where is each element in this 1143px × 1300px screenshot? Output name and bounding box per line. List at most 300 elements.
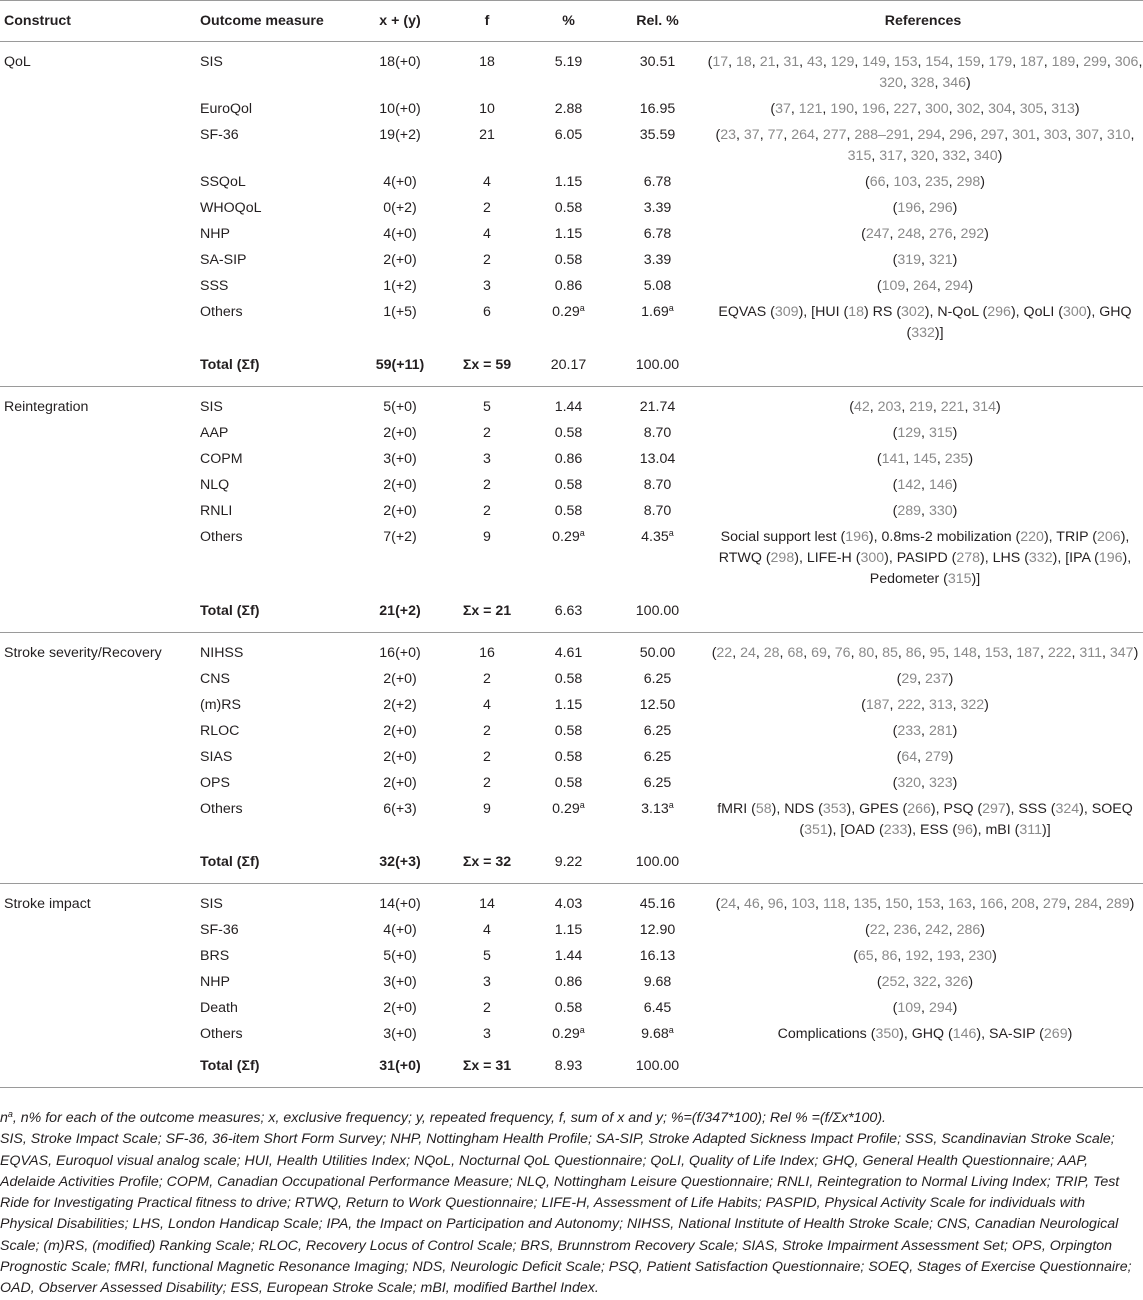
reference-text: , [928, 948, 937, 964]
reference-text: ) [952, 723, 958, 739]
percent-cell [525, 250, 612, 276]
f-cell: 2 [483, 775, 491, 791]
reference-text: , [1138, 54, 1143, 70]
reference-text: , [934, 75, 943, 91]
reference-text: , [921, 503, 929, 519]
reference-text: , [932, 399, 941, 415]
reference-number: 303 [1043, 127, 1068, 143]
percent-value: 0.29 [552, 801, 580, 817]
reference-number: 166 [979, 896, 1004, 912]
rel-percent-value: 9.68 [643, 974, 672, 990]
reference-text: , [751, 54, 760, 70]
reference-number: 153 [893, 54, 918, 70]
total-label: Total (Σf) [196, 1050, 351, 1088]
references-cell [703, 1024, 1143, 1050]
reference-number: 269 [1043, 1026, 1068, 1042]
reference-text: , [1043, 101, 1052, 117]
rel-percent-cell [612, 501, 703, 527]
reference-text: , [877, 896, 886, 912]
reference-text: ( [892, 477, 898, 493]
reference-number: 321 [928, 252, 953, 268]
footnote-marker: a [668, 800, 674, 810]
reference-number: 305 [1019, 101, 1044, 117]
measure-cell: NIHSS [200, 645, 244, 661]
rel-percent-cell [612, 920, 703, 946]
header-x-y: x + (y) [351, 1, 449, 42]
reference-number: 332 [911, 325, 935, 341]
total-construct-cell [0, 595, 196, 633]
reference-text: , [1012, 54, 1021, 70]
reference-text: , [885, 174, 894, 190]
percent-value: 0.86 [554, 451, 583, 467]
reference-number: 153 [984, 645, 1009, 661]
table-row [0, 475, 1143, 501]
reference-number: 233 [883, 822, 908, 838]
total-references-cell [703, 846, 1143, 884]
reference-text: , [909, 127, 918, 143]
reference-text: ) [952, 477, 958, 493]
total-row [0, 349, 1143, 387]
reference-text: , [1075, 54, 1084, 70]
references-cell [703, 449, 1143, 475]
rel-percent-cell [612, 475, 703, 501]
reference-number: 153 [916, 896, 941, 912]
total-f: Σx = 21 [449, 595, 525, 633]
percent-value: 0.29 [552, 529, 580, 545]
rel-percent-value: 9.68 [641, 1026, 669, 1042]
reference-number: 196 [861, 101, 886, 117]
reference-number: 346 [942, 75, 967, 91]
reference-text: , [917, 54, 926, 70]
f-cell: 2 [483, 671, 491, 687]
reference-number: 313 [928, 697, 953, 713]
percent-value: 0.58 [554, 200, 583, 216]
reference-number: 190 [830, 101, 854, 117]
reference-text: ) [968, 278, 974, 294]
reference-text: ) [1067, 1026, 1073, 1042]
reference-number: 313 [1051, 101, 1075, 117]
construct-cell [0, 998, 196, 1024]
reference-text: Complications ( [777, 1026, 876, 1042]
reference-text: ) [1133, 645, 1139, 661]
reference-text: ( [707, 54, 713, 70]
reference-number: 300 [925, 101, 949, 117]
reference-text: , [921, 723, 929, 739]
reference-number: 297 [982, 801, 1006, 817]
reference-number: 330 [928, 503, 953, 519]
rel-percent-cell [612, 449, 703, 475]
percent-cell [525, 1024, 612, 1050]
reference-number: 58 [755, 801, 772, 817]
total-percent: 20.17 [525, 349, 612, 387]
construct-cell [0, 747, 196, 773]
reference-text: , [964, 399, 973, 415]
rel-percent-cell [612, 42, 703, 100]
reference-number: 187 [1016, 645, 1040, 661]
reference-number: 24 [720, 896, 737, 912]
f-cell: 2 [483, 749, 491, 765]
reference-text: ( [892, 200, 898, 216]
rel-percent-value: 13.04 [639, 451, 676, 467]
references-cell [703, 475, 1143, 501]
table-row [0, 669, 1143, 695]
reference-number: 235 [944, 451, 969, 467]
measure-cell: NLQ [200, 477, 230, 493]
percent-value: 1.15 [554, 226, 583, 242]
reference-text: , [1098, 896, 1106, 912]
reference-text: , [873, 948, 882, 964]
total-row [0, 1050, 1143, 1088]
reference-text: , [885, 922, 894, 938]
reference-number: 317 [879, 148, 903, 164]
reference-number: 296 [987, 304, 1011, 320]
f-cell: 14 [479, 896, 495, 912]
references-cell [703, 669, 1143, 695]
rel-percent-cell [612, 276, 703, 302]
rel-percent-value: 6.25 [643, 723, 672, 739]
reference-number: 235 [925, 174, 949, 190]
f-cell: 2 [483, 1000, 491, 1016]
reference-number: 299 [1083, 54, 1107, 70]
reference-number: 296 [949, 127, 973, 143]
reference-number: 196 [845, 529, 869, 545]
reference-text: , [736, 896, 745, 912]
percent-value: 1.44 [554, 399, 583, 415]
rel-percent-cell [612, 302, 703, 349]
measure-cell: BRS [200, 948, 230, 964]
reference-number: 135 [853, 896, 878, 912]
reference-number: 187 [865, 697, 890, 713]
reference-text: , [1011, 101, 1020, 117]
header-rel-percent: Rel. % [612, 1, 703, 42]
reference-text: , [728, 54, 737, 70]
f-cell: 2 [483, 477, 491, 493]
reference-number: 289 [1105, 896, 1130, 912]
xy-cell: 4(+0) [383, 174, 417, 190]
rel-percent-value: 8.70 [643, 503, 672, 519]
reference-number: 163 [948, 896, 972, 912]
reference-text: , [948, 101, 957, 117]
total-label: Total (Σf) [196, 349, 351, 387]
reference-text: , [905, 451, 914, 467]
total-references-cell [703, 349, 1143, 387]
construct-cell [0, 475, 196, 501]
xy-cell: 4(+0) [383, 922, 417, 938]
reference-number: 21 [759, 54, 776, 70]
table-row [0, 998, 1143, 1024]
reference-number: 264 [791, 127, 815, 143]
construct-cell [0, 276, 196, 302]
table-row [0, 946, 1143, 972]
construct-cell [0, 302, 196, 349]
reference-text: ( [865, 922, 870, 938]
reference-number: 103 [893, 174, 918, 190]
reference-text: , [822, 101, 831, 117]
reference-text: ) [968, 974, 974, 990]
table-row [0, 423, 1143, 449]
f-cell: 4 [483, 922, 491, 938]
construct-cell: QoL [4, 54, 31, 70]
reference-number: 284 [1074, 896, 1099, 912]
table-row [0, 125, 1143, 172]
construct-cell: Stroke impact [4, 896, 91, 912]
reference-text: ) [984, 697, 989, 713]
reference-number: 141 [881, 451, 906, 467]
reference-text: ), ESS ( [907, 822, 958, 838]
reference-text: , [897, 645, 906, 661]
rel-percent-cell [612, 527, 703, 595]
reference-text: , [1066, 896, 1075, 912]
reference-number: 332 [1028, 550, 1053, 566]
table-row [0, 501, 1143, 527]
percent-cell [525, 920, 612, 946]
reference-number: 347 [1109, 645, 1134, 661]
reference-number: 277 [822, 127, 847, 143]
xy-cell: 14(+0) [379, 896, 421, 912]
f-cell: 9 [483, 529, 491, 545]
reference-number: 311 [1079, 645, 1103, 661]
percent-cell [525, 42, 612, 100]
reference-number: 294 [928, 1000, 953, 1016]
reference-number: 276 [928, 226, 953, 242]
xy-cell: 2(+0) [383, 425, 417, 441]
reference-number: 298 [770, 550, 795, 566]
percent-value: 0.58 [554, 425, 583, 441]
reference-number: 196 [1098, 550, 1123, 566]
reference-text: , [815, 896, 823, 912]
total-xy: 31(+0) [351, 1050, 449, 1088]
table-header [0, 1, 1143, 42]
reference-text: , [1106, 54, 1115, 70]
reference-number: 304 [988, 101, 1012, 117]
reference-number: 64 [901, 749, 918, 765]
measure-cell: CNS [200, 671, 230, 687]
reference-text: , [736, 127, 744, 143]
references-cell [703, 501, 1143, 527]
reference-number: 222 [1047, 645, 1072, 661]
reference-text: ) [968, 451, 974, 467]
rel-percent-cell [612, 125, 703, 172]
percent-cell [525, 387, 612, 424]
f-cell: 2 [483, 723, 491, 739]
measure-cell: SA-SIP [200, 252, 247, 268]
xy-cell: 16(+0) [379, 645, 421, 661]
xy-cell: 18(+0) [379, 54, 421, 70]
reference-number: 203 [877, 399, 902, 415]
reference-number: 294 [944, 278, 969, 294]
reference-text: , [897, 948, 906, 964]
header-percent: % [525, 1, 612, 42]
total-percent: 8.93 [525, 1050, 612, 1088]
reference-number: 320 [910, 148, 935, 164]
construct-cell [0, 224, 196, 250]
reference-text: ), PASIPD ( [884, 550, 957, 566]
percent-cell [525, 972, 612, 998]
reference-number: 86 [881, 948, 898, 964]
reference-text: , [905, 974, 914, 990]
reference-number: 324 [1055, 801, 1080, 817]
reference-text: , [845, 896, 854, 912]
reference-number: 222 [897, 697, 922, 713]
reference-number: 86 [905, 645, 922, 661]
table-row [0, 920, 1143, 946]
reference-number: 189 [1051, 54, 1076, 70]
total-rel-percent: 100.00 [612, 846, 703, 884]
rel-percent-value: 8.70 [643, 425, 672, 441]
percent-value: 0.29 [552, 304, 580, 320]
reference-text: ( [892, 252, 898, 268]
references-cell [703, 747, 1143, 773]
reference-text: ), SA-SIP ( [976, 1026, 1044, 1042]
reference-number: 85 [882, 645, 898, 661]
reference-number: 248 [897, 226, 922, 242]
reference-text: , [1034, 896, 1043, 912]
reference-text: , [885, 54, 894, 70]
reference-number: 278 [956, 550, 981, 566]
reference-number: 129 [830, 54, 855, 70]
f-cell: 2 [483, 252, 491, 268]
reference-text: ), N-QoL ( [924, 304, 988, 320]
reference-text: ), GPES ( [846, 801, 908, 817]
reference-number: 196 [897, 200, 922, 216]
reference-text: , [1035, 127, 1044, 143]
reference-text: ) [984, 226, 989, 242]
reference-text: , [783, 896, 792, 912]
reference-number: 150 [885, 896, 909, 912]
reference-text: ), GHQ ( [906, 304, 1132, 341]
total-xy: 21(+2) [351, 595, 449, 633]
table-row [0, 449, 1143, 475]
reference-text: ), 0.8ms-2 mobilization ( [868, 529, 1021, 545]
rel-percent-value: 6.78 [643, 226, 672, 242]
reference-text: ( [849, 399, 854, 415]
reference-text: )] [971, 571, 981, 587]
xy-cell: 2(+0) [383, 503, 417, 519]
reference-number: 179 [988, 54, 1013, 70]
percent-value: 0.58 [554, 503, 583, 519]
rel-percent-value: 1.69 [641, 304, 669, 320]
reference-text: , [908, 896, 917, 912]
reference-number: 68 [787, 645, 804, 661]
reference-text: ), TRIP ( [1043, 529, 1098, 545]
percent-cell [525, 946, 612, 972]
reference-text: ) [966, 75, 971, 91]
reference-text: , [869, 399, 878, 415]
xy-cell: 2(+2) [383, 697, 417, 713]
reference-text: , [980, 101, 989, 117]
table-row [0, 773, 1143, 799]
reference-text: , [1102, 645, 1110, 661]
reference-text: Social support lest ( [720, 529, 846, 545]
footnote-marker: a [579, 528, 585, 538]
sigma-symbol: Σ [832, 1110, 842, 1126]
footnote-abbreviations: SIS, Stroke Impact Scale; SF-36, 36-item Short Form Survey; NHP, Nottingham Health Profile; SA-SIP, Stroke Adapted Sickness Impact Profile; SSS, Scandinavian Stroke Scale; EQVAS, Euroquol visual analog scale; HUI, Health Utilities Index; NQoL, Nocturnal QoL Questionnaire; QoLI, Quality of Life Index; GHQ, General Health Questionnaire; AAP, Adelaide Activities Profile; COPM, Canadian Occupational Performance Measure; NLQ, Nottingham Leisure Questionnaire; RNLI, Reintegration to Normal Living Index; TRIP, Test Ride for Investigating Practical fitness to drive; RTWQ, Return to Work Questionnaire; LIFE-H, Assessment of Life Habits; PASPID, Physical Activity Scale for individuals with Physical Disabilities; LHS, London Handicap Scale; IPA, the Impact on Participation and Autonomy; NIHSS, National Institute of Health Stroke Scale; CNS, Canadian Neurological Scale; (m)RS, (modified) Ranking Scale; RLOC, Recovery Locus of Control Scale; BRS, Brunnstrom Recovery Scale; SIAS, Stroke Impairment Assessment Set; OPS, Orpington Prognostic Scale; fMRI, functional Magnetic Resonance Imaging; NDS, Neurologic Deficit Scale; PSQ, Patient Satisfaction Questionnaire; SOEQ, Stages of Exercise Questionnaire; OAD, Observer Assessed Disability; ESS, European Stroke Scale; mBI, modified Barthel Index. [0, 1131, 1132, 1297]
reference-number: 236 [893, 922, 918, 938]
reference-number: 145 [913, 451, 937, 467]
rel-percent-cell [612, 669, 703, 695]
rel-percent-value: 3.13 [641, 801, 669, 817]
reference-number: 311 [1019, 822, 1042, 838]
total-label: Total (Σf) [196, 595, 351, 633]
references-cell [703, 946, 1143, 972]
rel-percent-value: 6.78 [643, 174, 672, 190]
references-cell [703, 633, 1143, 670]
reference-number: 300 [860, 550, 885, 566]
reference-text: ), LHS ( [980, 550, 1029, 566]
reference-text: ), [OAD ( [827, 822, 884, 838]
reference-text: ( [715, 896, 721, 912]
reference-text: , [885, 101, 894, 117]
total-references-cell [703, 1050, 1143, 1088]
rel-percent-value: 6.25 [643, 749, 672, 765]
rel-percent-value: 12.50 [639, 697, 676, 713]
rel-percent-value: 16.95 [639, 101, 676, 117]
reference-text: , [799, 54, 808, 70]
reference-number: 264 [913, 278, 937, 294]
construct-cell [0, 99, 196, 125]
reference-number: 17 [712, 54, 729, 70]
f-cell: 18 [479, 54, 495, 70]
reference-text: , [940, 896, 949, 912]
percent-value: 1.44 [554, 948, 583, 964]
percent-cell [525, 669, 612, 695]
reference-number: 142 [897, 477, 922, 493]
reference-number: 37 [775, 101, 791, 117]
measure-cell: SIS [200, 54, 223, 70]
footnote-text: , n% for each of the outcome measures; x, exclusive frequency; y, repeated frequency, f, sum of x and y; %=(f/347*100); Rel % =(f/ [12, 1110, 833, 1126]
table-row [0, 198, 1143, 224]
construct-cell [0, 972, 196, 998]
construct-cell [0, 920, 196, 946]
construct-cell [0, 172, 196, 198]
reference-text: , [854, 54, 863, 70]
percent-cell [525, 799, 612, 846]
reference-text: , [948, 174, 957, 190]
construct-cell [0, 669, 196, 695]
reference-number: 42 [853, 399, 870, 415]
references-cell [703, 972, 1143, 998]
reference-number: 296 [928, 200, 953, 216]
footnote-text: x*100). [841, 1110, 886, 1126]
construct-cell [0, 946, 196, 972]
references-cell [703, 99, 1143, 125]
reference-text: , [822, 54, 831, 70]
header-construct: Construct [0, 1, 196, 42]
reference-number: 279 [1042, 896, 1067, 912]
construct-cell [0, 695, 196, 721]
references-cell [703, 695, 1143, 721]
rel-percent-cell [612, 773, 703, 799]
reference-text: )] [934, 325, 944, 341]
reference-text: ( [892, 503, 898, 519]
percent-cell [525, 501, 612, 527]
table-row [0, 302, 1143, 349]
footnote-marker: a [668, 1025, 674, 1035]
reference-text: , [917, 101, 925, 117]
xy-cell: 5(+0) [383, 948, 417, 964]
rel-percent-cell [612, 972, 703, 998]
table-row [0, 633, 1143, 670]
rel-percent-value: 6.25 [643, 775, 672, 791]
percent-value: 0.58 [554, 477, 583, 493]
xy-cell: 7(+2) [383, 529, 417, 545]
references-cell [703, 42, 1143, 100]
reference-text: ) [980, 174, 985, 190]
reference-text: ) [952, 252, 958, 268]
measure-cell: SIS [200, 399, 223, 415]
measure-cell: SF-36 [200, 922, 239, 938]
construct-cell [0, 250, 196, 276]
